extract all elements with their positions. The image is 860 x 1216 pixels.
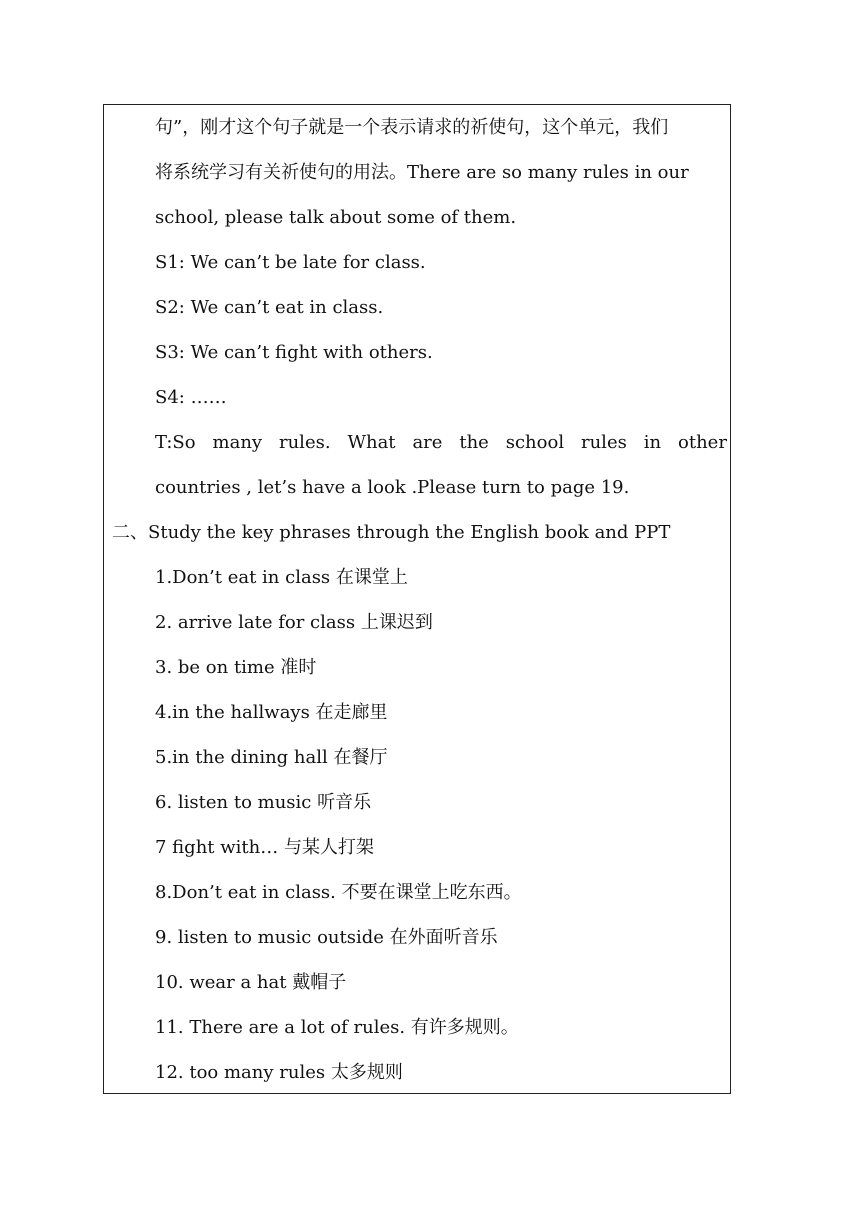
teacher-word: other	[678, 432, 727, 453]
paragraph-line-1: 句”，刚才这个句子就是一个表示请求的祈使句，这个单元，我们	[155, 117, 669, 138]
teacher-line-1	[155, 428, 727, 458]
teacher-line-2: countries , let’s have a look .Please turn to page 19.	[155, 477, 630, 498]
dialogue-line-s3: S3: We can’t fight with others.	[155, 342, 433, 363]
phrase-item-9: 9. listen to music outside 在外面听音乐	[155, 927, 498, 948]
phrase-item-10: 10. wear a hat 戴帽子	[155, 972, 347, 993]
teacher-word: the	[459, 432, 489, 453]
phrase-item-2: 2. arrive late for class 上课迟到	[155, 612, 433, 633]
teacher-word: school	[505, 432, 565, 453]
phrase-item-3: 3. be on time 准时	[155, 657, 317, 678]
phrase-item-12: 12. too many rules 太多规则	[155, 1062, 403, 1083]
paragraph-line-2: 将系统学习有关祈使句的用法。There are so many rules in our	[155, 162, 689, 183]
teacher-word: What	[347, 432, 396, 453]
teacher-word: many	[212, 432, 263, 453]
dialogue-line-s4: S4: ……	[155, 387, 227, 408]
phrase-item-4: 4.in the hallways 在走廊里	[155, 702, 388, 723]
paragraph-line-3: school, please talk about some of them.	[155, 207, 517, 228]
phrase-item-11: 11. There are a lot of rules. 有许多规则。	[155, 1017, 519, 1038]
dialogue-line-s1: S1: We can’t be late for class.	[155, 252, 426, 273]
phrase-item-1: 1.Don’t eat in class 在课堂上	[155, 567, 408, 588]
teacher-word: rules.	[278, 432, 331, 453]
phrase-item-8: 8.Don’t eat in class. 不要在课堂上吃东西。	[155, 882, 522, 903]
phrase-item-7: 7 fight with… 与某人打架	[155, 837, 374, 858]
teacher-word: in	[643, 432, 662, 453]
phrase-item-5: 5.in the dining hall 在餐厅	[155, 747, 388, 768]
teacher-word: T:So	[155, 432, 196, 453]
phrase-item-6: 6. listen to music 听音乐	[155, 792, 372, 813]
teacher-word: are	[412, 432, 443, 453]
dialogue-line-s2: S2: We can’t eat in class.	[155, 297, 384, 318]
teacher-word: rules	[580, 432, 627, 453]
section-heading: 二、Study the key phrases through the English book and PPT	[112, 522, 671, 543]
